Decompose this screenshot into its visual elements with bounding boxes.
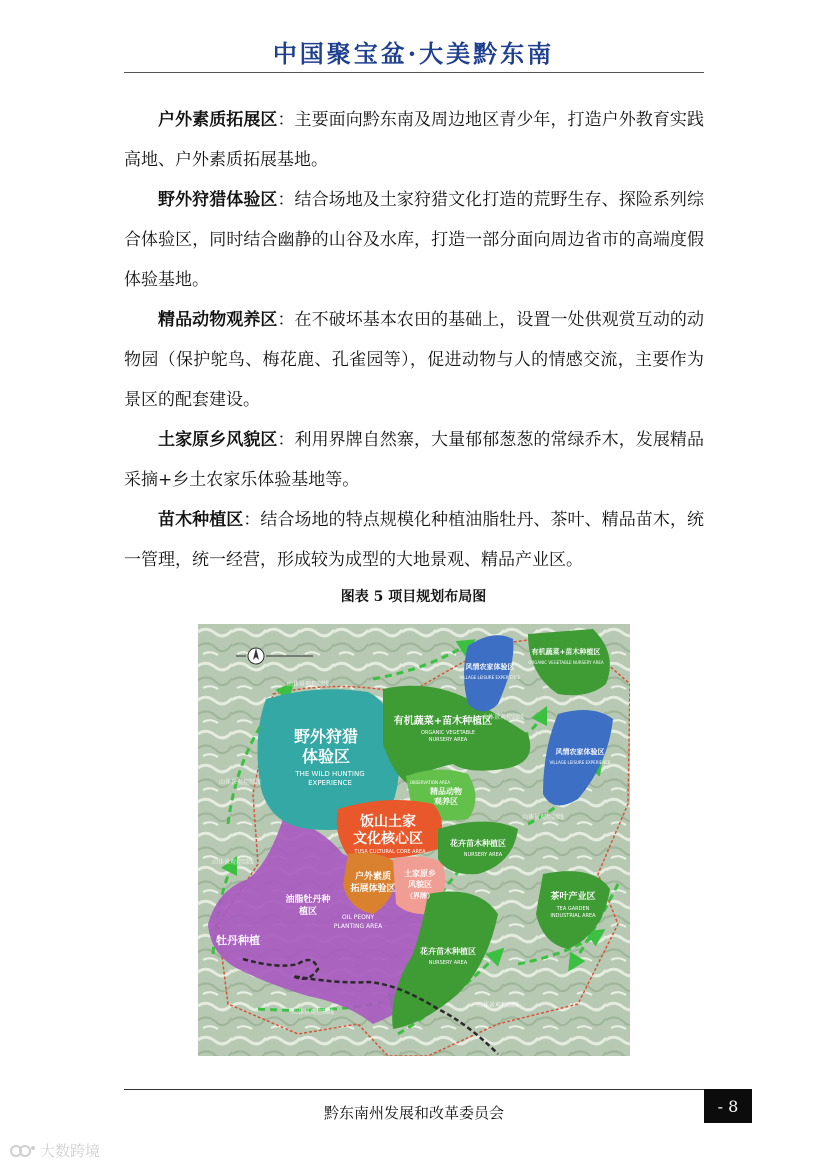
label-organic-ne-cn: 有机蔬菜+苗木种植区 [531, 648, 601, 656]
watermark-text: 大数跨境 [40, 1142, 101, 1160]
control-line-label-2: 山体景观控制线 [481, 714, 525, 721]
label-core-cn2: 文化核心区 [353, 831, 423, 847]
label-style-north-cn: 风情农家体验区 [465, 663, 515, 671]
label-animal-en: OBSERVATION AREA [409, 780, 451, 785]
watermark-logo-icon [10, 1143, 36, 1159]
label-organic-ne-en: ORGANIC VEGETABLE NURSERY AREA [528, 660, 604, 665]
paragraph-hunting [124, 180, 704, 300]
paragraph-nursery [124, 500, 704, 580]
label-flower-nursery-cn: 花卉苗木种植区 [450, 839, 506, 848]
term-outdoor: 户外素质拓展区 [158, 110, 278, 130]
label-core-en: TUSA CULTURAL CORE AREA [354, 849, 426, 855]
figure-caption: 图表 5 项目规划布局图 [340, 589, 487, 605]
label-village-cn1: 土家原乡 [404, 869, 436, 878]
label-hunting-cn1: 野外狩猎 [293, 727, 359, 746]
desc-outdoor: ：主要面向黔东南及周边地区青少年，打造户外教育实践高地、户外素质拓展基地。 [124, 110, 705, 170]
label-peony-cn1: 油脂牡丹种 [285, 895, 331, 905]
desc-nursery: ：结合场地的特点规模化种植油脂牡丹、茶叶、精品苗木，统一管理，统一经营，形成较为成型的大地景观、精品产业区。 [124, 510, 705, 570]
term-hunting: 野外狩猎体验区 [158, 190, 278, 210]
label-outdoor-cn2: 拓展体验区 [350, 884, 396, 894]
label-organic-en2: NURSERY AREA [428, 737, 468, 743]
label-organic-en1: ORGANIC VEGETABLE [420, 730, 476, 736]
control-line-label-4: 山体景观控制线 [521, 814, 565, 821]
label-hunting-en2: EXPERIENCE [308, 779, 352, 787]
label-style-east-cn: 风情农家体验区 [555, 748, 605, 756]
label-hunting-cn2: 体验区 [301, 747, 351, 766]
control-line-label-3: 山体景观控制线 [218, 779, 262, 786]
label-style-north-en: VILLAGE LEISURE EXPERIENCE [459, 675, 521, 680]
label-peony-short-cn: 牡丹种植 [216, 934, 260, 947]
desc-village: ：利用界牌自然寨，大量郁郁葱葱的常绿乔木，发展精品采摘+乡土农家乐体验基地等。 [124, 430, 705, 490]
label-organic-cn: 有机蔬菜+苗木种植区 [393, 716, 493, 727]
label-animal-cn2: 观养区 [434, 797, 458, 806]
label-nursery-south-en: NURSERY AREA [428, 960, 468, 966]
paragraph-outdoor [124, 100, 704, 180]
label-outdoor-cn1: 户外素质 [354, 872, 392, 882]
paragraph-animal [124, 300, 704, 420]
control-line-label-1: 山体景观控制线 [286, 681, 330, 688]
watermark [10, 1140, 100, 1161]
label-nursery-south-cn: 花卉苗木种植区 [420, 947, 476, 956]
label-tea-en1: TEA GARDEN [556, 906, 590, 912]
term-nursery: 苗木种植区 [158, 510, 244, 530]
label-peony-cn2: 植区 [298, 907, 318, 917]
header-divider [124, 72, 704, 73]
label-tea-cn1: 茶叶产业区 [550, 892, 596, 902]
control-line-label-5: 山体景观控制线 [211, 859, 255, 866]
desc-hunting: ：结合场地及土家狩猎文化打造的荒野生存、探险系列综合体验区，同时结合幽静的山谷及水库，打造一部分面向周边省市的高端度假体验基地。 [124, 190, 705, 290]
planning-map [198, 624, 630, 1056]
term-village: 土家原乡风貌区 [158, 430, 278, 450]
label-hunting-en1: THE WILD HUNTING [295, 770, 365, 778]
footer-divider [124, 1089, 704, 1090]
label-tea-en2: INDUSTRIAL AREA [550, 913, 596, 919]
label-animal-cn1: 精品动物 [430, 787, 462, 796]
page-number: - 8 [704, 1089, 752, 1123]
label-village-cn3: （界牌） [406, 892, 434, 900]
label-peony-en2: PLANTING AREA [333, 923, 383, 930]
control-line-label-6: 山体景观控制线 [291, 1009, 335, 1016]
desc-animal: ：在不破坏基本农田的基础上，设置一处供观赏互动的动物园（保护鸵鸟、梅花鹿、孔雀园等），促进动物与人的情感交流，主要作为景区的配套建设。 [124, 310, 705, 410]
label-peony-en1: OIL PEONY [341, 914, 375, 921]
label-village-cn2: 风貌区 [408, 880, 432, 889]
header-title: 中国聚宝盆·大美黔东南 [272, 39, 555, 68]
label-flower-nursery-en: NURSERY AREA [463, 852, 503, 858]
term-animal: 精品动物观养区 [158, 310, 278, 330]
body-text [124, 100, 704, 580]
label-core-cn1: 饭山土家 [360, 814, 416, 830]
footer-organization: 黔东南州发展和改革委员会 [323, 1104, 504, 1122]
label-style-east-en: VILLAGE LEISURE EXPERIENCE [549, 760, 611, 765]
control-line-label-7: 山体景观控制线 [476, 1002, 520, 1009]
paragraph-village [124, 420, 704, 500]
